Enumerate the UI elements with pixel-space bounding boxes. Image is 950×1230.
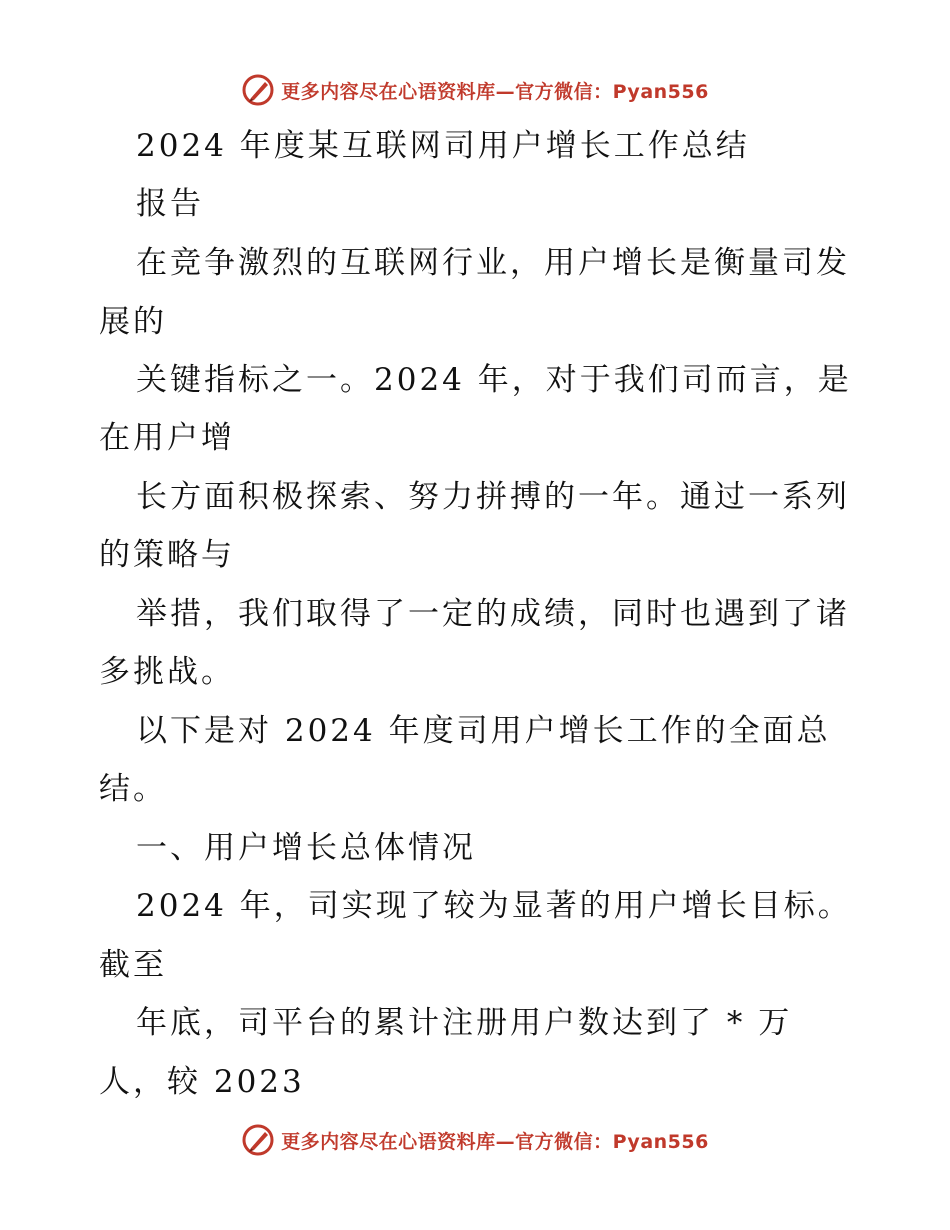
doc-line: 以下是对 2024 年度司用户增长工作的全面总 xyxy=(136,713,831,749)
doc-line: 的策略与 xyxy=(99,537,235,573)
doc-line: 截至 xyxy=(99,947,167,983)
doc-line: 2024 年，司实现了较为显著的用户增长目标。 xyxy=(136,888,852,924)
doc-line: 关键指标之一。2024 年，对于我们司而言，是 xyxy=(136,362,852,398)
doc-line: 人，较 2023 xyxy=(99,1064,305,1100)
pen-logo-icon xyxy=(241,1123,275,1157)
doc-line: 年底，司平台的累计注册用户数达到了 * 万 xyxy=(136,1005,793,1041)
header-watermark-banner xyxy=(0,70,950,110)
doc-line: 展的 xyxy=(99,304,167,340)
footer-watermark-banner xyxy=(0,1120,950,1160)
doc-line: 结。 xyxy=(99,771,167,807)
doc-line: 在用户增 xyxy=(99,420,235,456)
doc-line: 2024 年度某互联网司用户增长工作总结 xyxy=(136,128,750,164)
doc-line: 报告 xyxy=(136,186,204,222)
doc-line: 举措，我们取得了一定的成绩，同时也遇到了诸 xyxy=(136,596,850,632)
header-watermark-text: 更多内容尽在心语资料库—官方微信：Pyan556 xyxy=(281,80,709,103)
doc-line: 在竞争激烈的互联网行业，用户增长是衡量司发 xyxy=(136,245,850,281)
doc-line: 长方面积极探索、努力拼搏的一年。通过一系列 xyxy=(136,479,850,515)
pen-logo-icon xyxy=(241,73,275,107)
section-heading: 一、用户增长总体情况 xyxy=(136,830,476,866)
footer-watermark-text: 更多内容尽在心语资料库—官方微信：Pyan556 xyxy=(281,1130,709,1153)
doc-line: 多挑战。 xyxy=(99,654,235,690)
